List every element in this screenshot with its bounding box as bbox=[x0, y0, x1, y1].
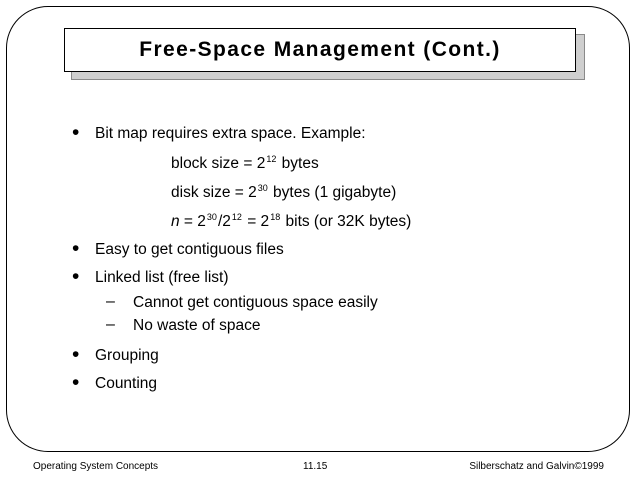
bullet-text-grouping: Grouping bbox=[95, 347, 159, 364]
bullet-icon: • bbox=[72, 237, 80, 260]
bullet-text-linked-list: Linked list (free list) bbox=[95, 269, 229, 286]
bullet-text-bit-map: Bit map requires extra space. Example: bbox=[95, 125, 366, 142]
footer-page-number: 11.15 bbox=[303, 461, 328, 472]
footer-course: Operating System Concepts bbox=[33, 461, 159, 472]
sub-bullet-text-cannot: Cannot get contiguous space easily bbox=[133, 294, 378, 311]
example-disk-size: disk size = $2^{30}$ bytes (1 gigabyte) bbox=[171, 183, 397, 201]
slide-title: Free-Space Management (Cont.) bbox=[139, 38, 501, 61]
bullet-icon: • bbox=[72, 343, 80, 366]
example-block-size: block size = $2^{12}$ bytes bbox=[171, 154, 319, 172]
title-box bbox=[64, 28, 576, 72]
dash-icon: – bbox=[106, 293, 115, 310]
copyright-icon: © bbox=[574, 461, 582, 472]
dash-icon: – bbox=[106, 316, 115, 333]
bullet-icon: • bbox=[72, 265, 80, 288]
example-n-calc: $n = 2^{30}/2^{12} = 2^{18}$ bits (or 32K bytes) bbox=[171, 212, 412, 230]
bullet-text-contiguous: Easy to get contiguous files bbox=[95, 241, 284, 258]
bullet-text-counting: Counting bbox=[95, 375, 158, 392]
footer-authors: Silberschatz and Galvin©1999 bbox=[469, 461, 604, 472]
bullet-icon: • bbox=[72, 371, 80, 394]
sub-bullet-text-no-waste: No waste of space bbox=[133, 317, 261, 334]
bullet-icon: • bbox=[72, 121, 80, 144]
